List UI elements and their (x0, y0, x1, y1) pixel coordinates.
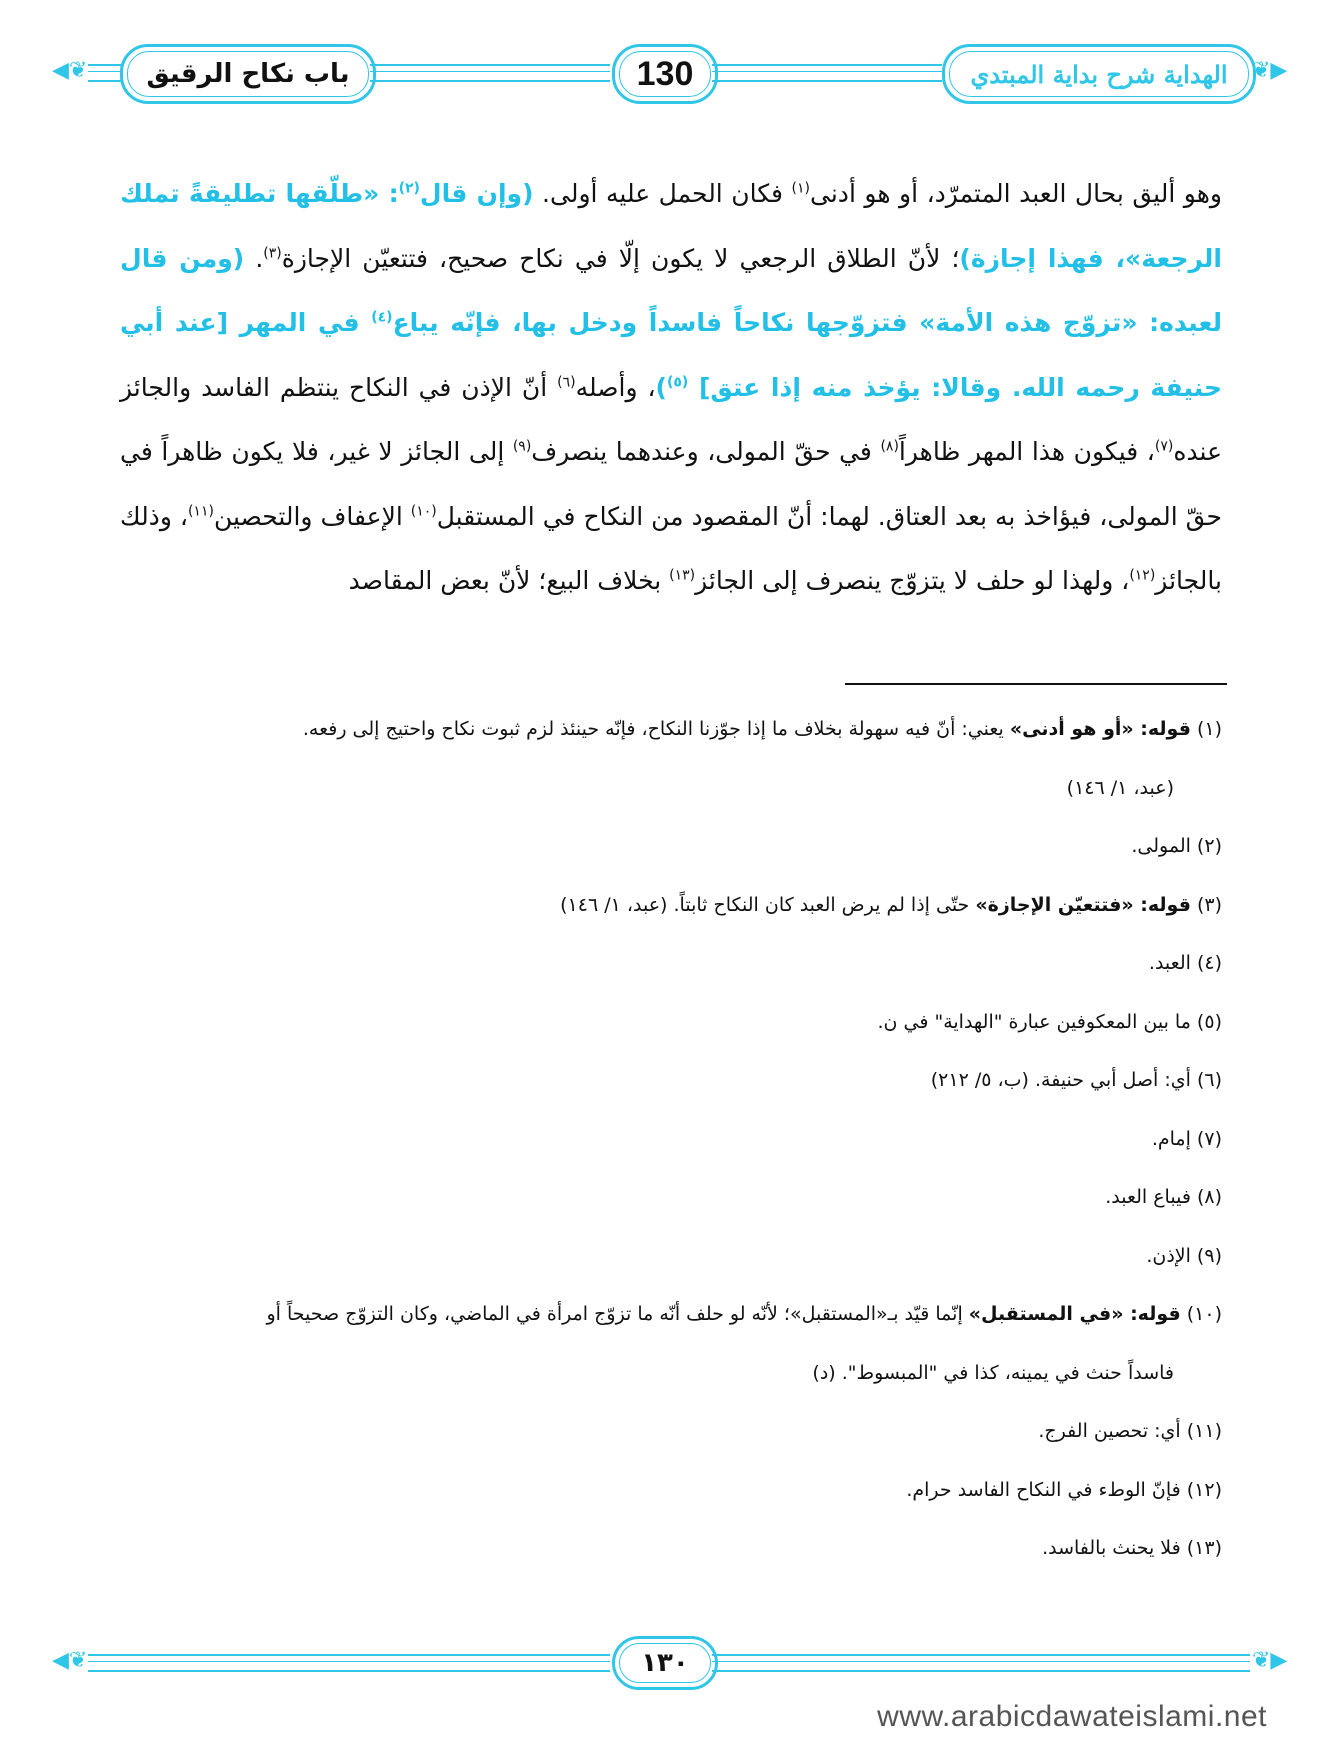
footnote-ref: (١١) (187, 503, 214, 520)
header-rule-mid-right (712, 64, 942, 82)
footnote-ref: (٥) (666, 374, 689, 391)
body-text: أنّ الإذن في النكاح ينتظم الفاسد والجائز عنده (120, 372, 1222, 466)
footnote-lemma: قوله: «في المستقبل» (968, 1303, 1181, 1325)
hidaya-text: (وإن قال (419, 179, 534, 208)
footnote-2: (٢) المولى. (1131, 835, 1222, 857)
chapter-title-box (120, 44, 376, 104)
main-text (120, 162, 1222, 614)
footnote-ref: (٣) (263, 245, 282, 262)
footnote-5: (٥) ما بين المعكوفين عبارة "الهداية" في ن. (877, 1010, 1222, 1033)
right-ornament-icon: ❦▶ (1252, 58, 1288, 83)
footnote-text: حتّى إذا لم يرض العبد كان النكاح ثابتاً. (عبد، ١/ ١٤٦) (560, 893, 976, 916)
footnote-ref: (٢) (398, 180, 420, 197)
header-rule-mid-left (370, 64, 610, 82)
body-text: بخلاف البيع؛ لأنّ بعض المقاصد (348, 566, 670, 595)
body-text: . (244, 243, 264, 273)
hidaya-text: : «طلّقها تطليقةً تملك الرجعة»، فهذا إجازة) (120, 179, 1222, 273)
footer-rule-left (88, 1654, 610, 1672)
footnote-ref: (١٠) (410, 503, 437, 520)
body-text: ، وذلك بالجائز (120, 501, 1222, 595)
footnote-ref: (٦) (557, 374, 576, 391)
footnote-text: إنّما قيّد بـ«المستقبل»؛ لأنّه لو حلف أنّه ما تزوّج امرأة في الماضي، وكان التزوّج صحيحاً أو (266, 1303, 969, 1325)
left-ornament-icon: ◀❦ (52, 58, 88, 83)
website-url: www.arabicdawateislami.net (877, 1700, 1267, 1733)
hidaya-text: في المهر [عند أبي حنيفة رحمه الله. وقالا: يؤخذ منه إذا عتق] (120, 308, 1222, 402)
footnote-8: (٨) فيباع العبد. (1105, 1186, 1222, 1208)
footnote-3 (92, 876, 1222, 935)
footnote-number: (١٠) (1180, 1303, 1222, 1325)
book-title-box (942, 44, 1256, 104)
footnote-12: (١٢) فإنّ الوطء في النكاح الفاسد حرام. (906, 1478, 1222, 1501)
footnote-ref: (١٢) (1129, 567, 1156, 584)
body-text: ، ولهذا لو حلف لا يتزوّج ينصرف إلى الجائز (695, 566, 1130, 595)
footnote-11: (١١) أي: تحصين الفرج. (1038, 1420, 1222, 1442)
footnote-lemma: قوله: «فتتعيّن الإجازة» (975, 893, 1191, 916)
hidaya-text: ) (655, 372, 667, 402)
chapter-title: باب نكاح الرقيق (146, 59, 350, 89)
footnotes (92, 700, 1222, 1578)
hidaya-text: (ومن قال لعبده: «تزوّج هذه الأمة» فتزوّجها نكاحاً فاسداً ودخل بها، فإنّه يباع (120, 243, 1222, 337)
body-text: إلى الجائز لا غير، فلا يكون ظاهراً في حقّ المولى، فيؤاخذ به بعد العتاق. لهما: أنّ المقصود من النكاح في المستقبل (120, 437, 1222, 531)
footnote-ref: (٤) (371, 309, 393, 326)
body-text: ؛ لأنّ الطلاق الرجعي لا يكون إلّا في نكاح صحيح، فتتعيّن الإجازة (281, 243, 960, 273)
book-title: الهداية شرح بداية المبتدي (970, 59, 1228, 89)
footnote-1 (92, 700, 1222, 817)
page-number-box (612, 44, 718, 104)
footer-rule-right (712, 1654, 1250, 1672)
footnote-number: (١) (1190, 718, 1222, 740)
footnote-ref: (٩) (512, 438, 532, 455)
footnote-4: (٤) العبد. (1148, 952, 1222, 974)
body-text: ، فيكون هذا المهر ظاهراً (898, 437, 1155, 466)
footer-page-number: ١٣٠ (641, 1648, 689, 1678)
page-number: 130 (636, 54, 694, 93)
footnote-10 (92, 1285, 1222, 1402)
footnote-number: (٣) (1190, 893, 1222, 916)
body-text: فكان الحمل عليه أولى. (533, 179, 792, 208)
footnote-ref: (١) (791, 180, 811, 197)
footnote-ref: (٨) (880, 438, 899, 455)
footnote-separator (845, 683, 1227, 685)
footnote-continuation: فاسداً حنث في يمينه، كذا في "المبسوط". (د) (812, 1361, 1174, 1384)
footer-left-ornament-icon: ◀❦ (52, 1648, 88, 1673)
body-text: وهو أليق بحال العبد المتمرّد، أو هو أدنى (810, 179, 1222, 208)
footnote-ref: (٧) (1154, 438, 1174, 455)
footnote-13: (١٣) فلا يحنث بالفاسد. (1042, 1537, 1222, 1559)
body-text: الإعفاف والتحصين (213, 501, 411, 531)
footer-right-ornament-icon: ❦▶ (1252, 1648, 1288, 1673)
footnote-text: يعني: أنّ فيه سهولة بخلاف ما إذا جوّزنا النكاح، فإنّه حينئذ لزم ثبوت نكاح واحتيج إلى رفعه. (302, 718, 1010, 740)
footnote-9: (٩) الإذن. (1146, 1244, 1222, 1267)
footnote-6: (٦) أي: أصل أبي حنيفة. (ب، ٥/ ٢١٢) (930, 1069, 1222, 1091)
footnote-ref: (١٣) (669, 567, 696, 584)
body-text: ، وأصله (575, 372, 656, 402)
footnote-reference: (عبد، ١/ ١٤٦) (1066, 776, 1174, 799)
footnote-7: (٧) إمام. (1151, 1127, 1222, 1150)
footer-page-box (612, 1636, 718, 1690)
body-text: في حقّ المولى، وعندهما ينصرف (531, 437, 881, 466)
footnote-lemma: قوله: «أو هو أدنى» (1009, 718, 1191, 740)
